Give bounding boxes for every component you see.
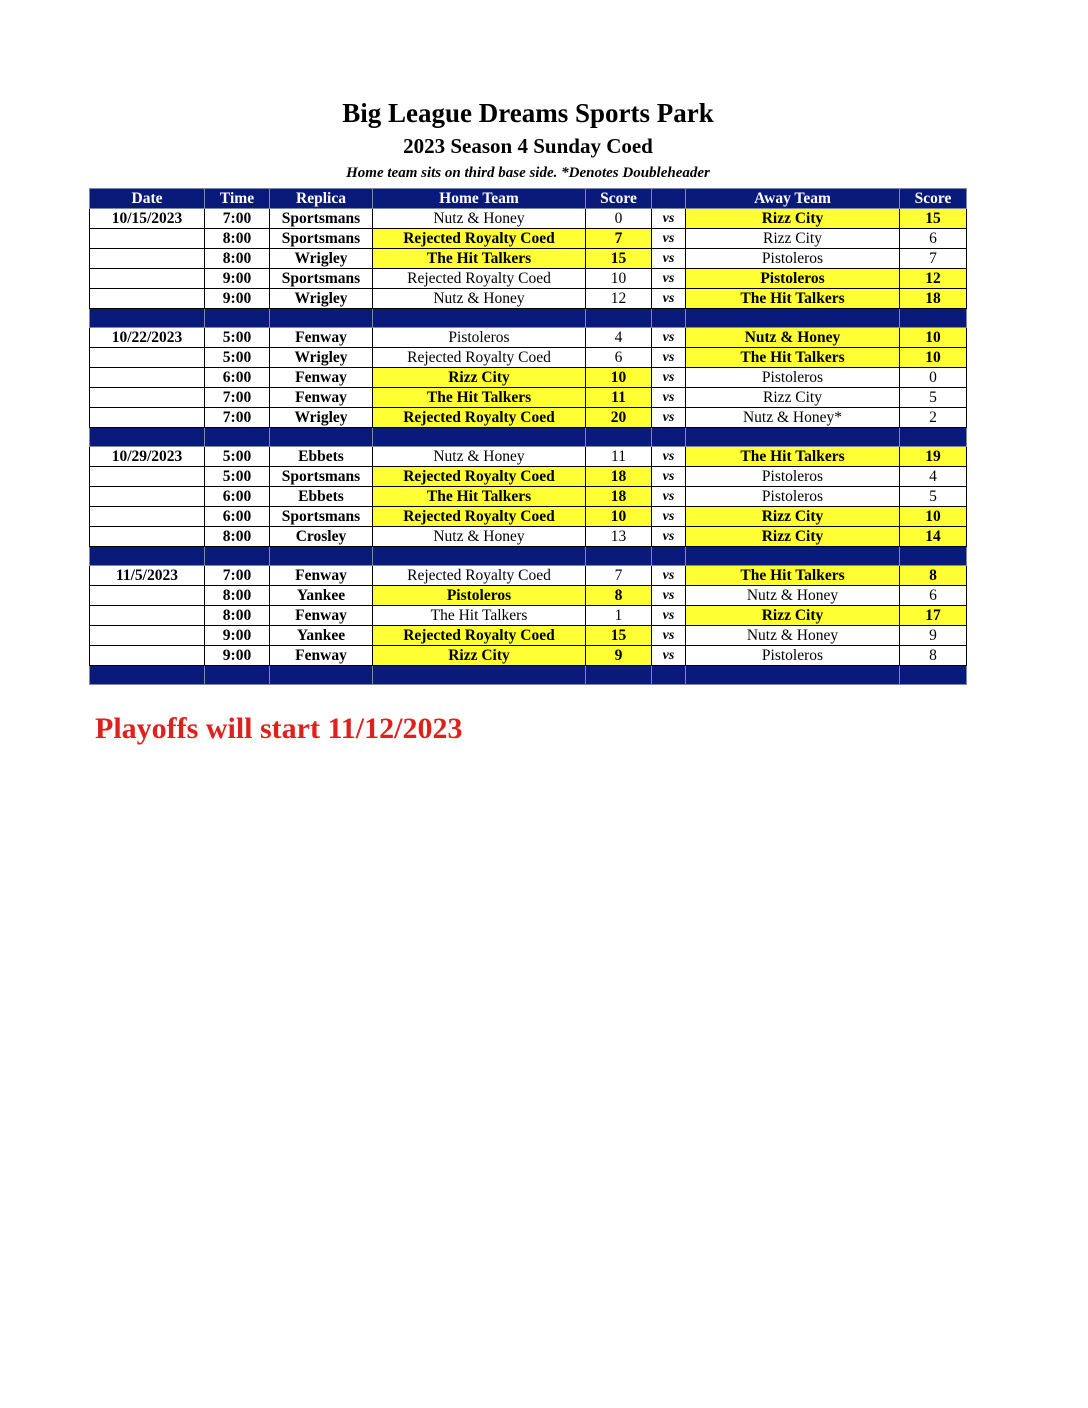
separator-cell [652,666,686,685]
time-cell: 9:00 [205,626,270,646]
table-row [90,249,967,269]
replica-cell: Wrigley [270,348,373,368]
separator-cell [586,547,652,566]
replica-cell: Fenway [270,566,373,586]
date-cell [90,507,205,527]
away-team-cell: Nutz & Honey [686,328,900,348]
replica-cell: Fenway [270,388,373,408]
away-team-cell: Pistoleros [686,249,900,269]
replica-cell: Ebbets [270,447,373,467]
separator-cell [90,666,205,685]
separator-cell [900,547,967,566]
home-score-cell: 18 [586,467,652,487]
table-row [90,646,967,666]
col-header-away-team: Away Team [686,189,900,209]
separator-cell [900,666,967,685]
separator-cell [686,666,900,685]
table-header-row [90,189,967,209]
week-separator-row [90,547,967,566]
table-row [90,586,967,606]
away-team-cell: Nutz & Honey [686,586,900,606]
replica-cell: Fenway [270,646,373,666]
col-header-date: Date [90,189,205,209]
away-score-cell: 8 [900,566,967,586]
replica-cell: Sportsmans [270,269,373,289]
table-row [90,566,967,586]
date-cell: 11/5/2023 [90,566,205,586]
vs-cell: vs [652,328,686,348]
date-cell [90,269,205,289]
page-subtitle: 2023 Season 4 Sunday Coed [403,134,653,158]
date-cell: 10/29/2023 [90,447,205,467]
away-score-cell: 15 [900,209,967,229]
away-team-cell: Pistoleros [686,269,900,289]
date-cell [90,646,205,666]
table-row [90,507,967,527]
separator-cell [205,547,270,566]
home-team-cell: Rejected Royalty Coed [373,566,586,586]
away-score-cell: 0 [900,368,967,388]
away-team-cell: Rizz City [686,527,900,547]
time-cell: 7:00 [205,209,270,229]
date-cell: 10/22/2023 [90,328,205,348]
separator-cell [270,309,373,328]
time-cell: 8:00 [205,606,270,626]
home-score-cell: 15 [586,626,652,646]
vs-cell: vs [652,566,686,586]
time-cell: 8:00 [205,586,270,606]
col-header-away-score: Score [900,189,967,209]
separator-cell [586,666,652,685]
vs-cell: vs [652,368,686,388]
away-team-cell: The Hit Talkers [686,447,900,467]
separator-cell [652,428,686,447]
col-header-home-score: Score [586,189,652,209]
separator-cell [373,309,586,328]
home-score-cell: 15 [586,249,652,269]
away-team-cell: Nutz & Honey [686,626,900,646]
page-title: Big League Dreams Sports Park [342,98,714,128]
table-row [90,229,967,249]
home-score-cell: 13 [586,527,652,547]
home-team-cell: The Hit Talkers [373,606,586,626]
week-separator-row [90,309,967,328]
home-score-cell: 9 [586,646,652,666]
date-cell [90,626,205,646]
time-cell: 7:00 [205,388,270,408]
home-score-cell: 8 [586,586,652,606]
vs-cell: vs [652,269,686,289]
date-cell [90,527,205,547]
time-cell: 5:00 [205,348,270,368]
home-team-cell: Rejected Royalty Coed [373,408,586,428]
away-team-cell: Rizz City [686,606,900,626]
home-team-cell: Rizz City [373,368,586,388]
vs-cell: vs [652,586,686,606]
separator-cell [90,428,205,447]
home-score-cell: 4 [586,328,652,348]
home-team-cell: Nutz & Honey [373,527,586,547]
time-cell: 7:00 [205,408,270,428]
replica-cell: Wrigley [270,249,373,269]
time-cell: 5:00 [205,467,270,487]
home-score-cell: 12 [586,289,652,309]
time-cell: 5:00 [205,447,270,467]
time-cell: 9:00 [205,646,270,666]
vs-cell: vs [652,408,686,428]
away-score-cell: 10 [900,328,967,348]
separator-cell [686,547,900,566]
home-team-cell: Nutz & Honey [373,447,586,467]
home-team-cell: Pistoleros [373,586,586,606]
replica-cell: Sportsmans [270,467,373,487]
time-cell: 8:00 [205,527,270,547]
schedule-table [89,188,967,685]
away-score-cell: 12 [900,269,967,289]
home-score-cell: 1 [586,606,652,626]
away-score-cell: 19 [900,447,967,467]
replica-cell: Sportsmans [270,209,373,229]
replica-cell: Yankee [270,626,373,646]
date-cell [90,289,205,309]
separator-cell [90,309,205,328]
away-team-cell: Rizz City [686,229,900,249]
date-cell [90,408,205,428]
time-cell: 9:00 [205,269,270,289]
away-score-cell: 10 [900,507,967,527]
table-row [90,269,967,289]
away-team-cell: Pistoleros [686,368,900,388]
separator-cell [686,309,900,328]
home-team-cell: The Hit Talkers [373,388,586,408]
home-score-cell: 10 [586,368,652,388]
away-score-cell: 8 [900,646,967,666]
vs-cell: vs [652,209,686,229]
separator-cell [586,309,652,328]
home-team-cell: Rejected Royalty Coed [373,229,586,249]
away-team-cell: The Hit Talkers [686,289,900,309]
home-team-cell: Rejected Royalty Coed [373,626,586,646]
home-score-cell: 7 [586,566,652,586]
vs-cell: vs [652,487,686,507]
separator-cell [652,309,686,328]
home-team-cell: Rizz City [373,646,586,666]
col-header-time: Time [205,189,270,209]
vs-cell: vs [652,507,686,527]
replica-cell: Sportsmans [270,507,373,527]
home-score-cell: 10 [586,507,652,527]
separator-cell [686,428,900,447]
away-team-cell: Pistoleros [686,487,900,507]
time-cell: 8:00 [205,249,270,269]
away-score-cell: 10 [900,348,967,368]
replica-cell: Yankee [270,586,373,606]
vs-cell: vs [652,229,686,249]
table-row [90,368,967,388]
home-team-cell: Rejected Royalty Coed [373,269,586,289]
table-row [90,527,967,547]
separator-cell [373,428,586,447]
separator-cell [90,547,205,566]
separator-cell [586,428,652,447]
home-score-cell: 6 [586,348,652,368]
vs-cell: vs [652,467,686,487]
home-team-cell: The Hit Talkers [373,487,586,507]
date-cell [90,467,205,487]
date-cell [90,606,205,626]
vs-cell: vs [652,447,686,467]
away-score-cell: 9 [900,626,967,646]
time-cell: 6:00 [205,368,270,388]
time-cell: 9:00 [205,289,270,309]
home-team-cell: Nutz & Honey [373,289,586,309]
date-cell: 10/15/2023 [90,209,205,229]
away-team-cell: Nutz & Honey* [686,408,900,428]
week-separator-row [90,666,967,685]
home-score-cell: 10 [586,269,652,289]
separator-cell [900,309,967,328]
date-cell [90,586,205,606]
away-team-cell: Rizz City [686,507,900,527]
away-score-cell: 2 [900,408,967,428]
away-score-cell: 4 [900,467,967,487]
date-cell [90,388,205,408]
away-score-cell: 6 [900,586,967,606]
table-row [90,209,967,229]
away-score-cell: 6 [900,229,967,249]
vs-cell: vs [652,388,686,408]
time-cell: 6:00 [205,507,270,527]
table-row [90,328,967,348]
away-score-cell: 17 [900,606,967,626]
away-score-cell: 5 [900,487,967,507]
table-row [90,626,967,646]
home-team-cell: Rejected Royalty Coed [373,348,586,368]
col-header-home-team: Home Team [373,189,586,209]
table-row [90,447,967,467]
table-row [90,388,967,408]
table-row [90,348,967,368]
replica-cell: Sportsmans [270,229,373,249]
home-score-cell: 11 [586,447,652,467]
home-team-cell: Pistoleros [373,328,586,348]
replica-cell: Ebbets [270,487,373,507]
replica-cell: Wrigley [270,408,373,428]
week-separator-row [90,428,967,447]
vs-cell: vs [652,606,686,626]
away-team-cell: Pistoleros [686,646,900,666]
home-team-cell: Rejected Royalty Coed [373,507,586,527]
away-score-cell: 5 [900,388,967,408]
away-team-cell: The Hit Talkers [686,566,900,586]
replica-cell: Crosley [270,527,373,547]
date-cell [90,348,205,368]
separator-cell [373,547,586,566]
separator-cell [900,428,967,447]
table-row [90,408,967,428]
vs-cell: vs [652,527,686,547]
table-row [90,606,967,626]
away-team-cell: The Hit Talkers [686,348,900,368]
table-row [90,467,967,487]
home-score-cell: 7 [586,229,652,249]
away-team-cell: Pistoleros [686,467,900,487]
time-cell: 5:00 [205,328,270,348]
vs-cell: vs [652,289,686,309]
separator-cell [373,666,586,685]
separator-cell [205,309,270,328]
separator-cell [270,428,373,447]
vs-cell: vs [652,626,686,646]
vs-cell: vs [652,646,686,666]
away-team-cell: Rizz City [686,388,900,408]
home-team-cell: Rejected Royalty Coed [373,467,586,487]
separator-cell [652,547,686,566]
date-cell [90,368,205,388]
date-cell [90,229,205,249]
away-score-cell: 18 [900,289,967,309]
home-team-cell: Nutz & Honey [373,209,586,229]
separator-cell [270,666,373,685]
schedule-body [90,209,967,685]
separator-cell [205,666,270,685]
replica-cell: Fenway [270,328,373,348]
home-score-cell: 11 [586,388,652,408]
away-score-cell: 14 [900,527,967,547]
date-cell [90,487,205,507]
time-cell: 6:00 [205,487,270,507]
home-score-cell: 0 [586,209,652,229]
separator-cell [270,547,373,566]
table-row [90,487,967,507]
playoffs-notice: Playoffs will start 11/12/2023 [95,712,463,745]
home-score-cell: 18 [586,487,652,507]
col-header-replica: Replica [270,189,373,209]
replica-cell: Fenway [270,606,373,626]
date-cell [90,249,205,269]
table-row [90,289,967,309]
col-header-vs [652,189,686,209]
vs-cell: vs [652,348,686,368]
home-team-cell: The Hit Talkers [373,249,586,269]
time-cell: 7:00 [205,566,270,586]
away-team-cell: Rizz City [686,209,900,229]
separator-cell [205,428,270,447]
time-cell: 8:00 [205,229,270,249]
replica-cell: Wrigley [270,289,373,309]
home-score-cell: 20 [586,408,652,428]
schedule-note: Home team sits on third base side. *Denotes Doubleheader [346,165,710,181]
vs-cell: vs [652,249,686,269]
replica-cell: Fenway [270,368,373,388]
away-score-cell: 7 [900,249,967,269]
